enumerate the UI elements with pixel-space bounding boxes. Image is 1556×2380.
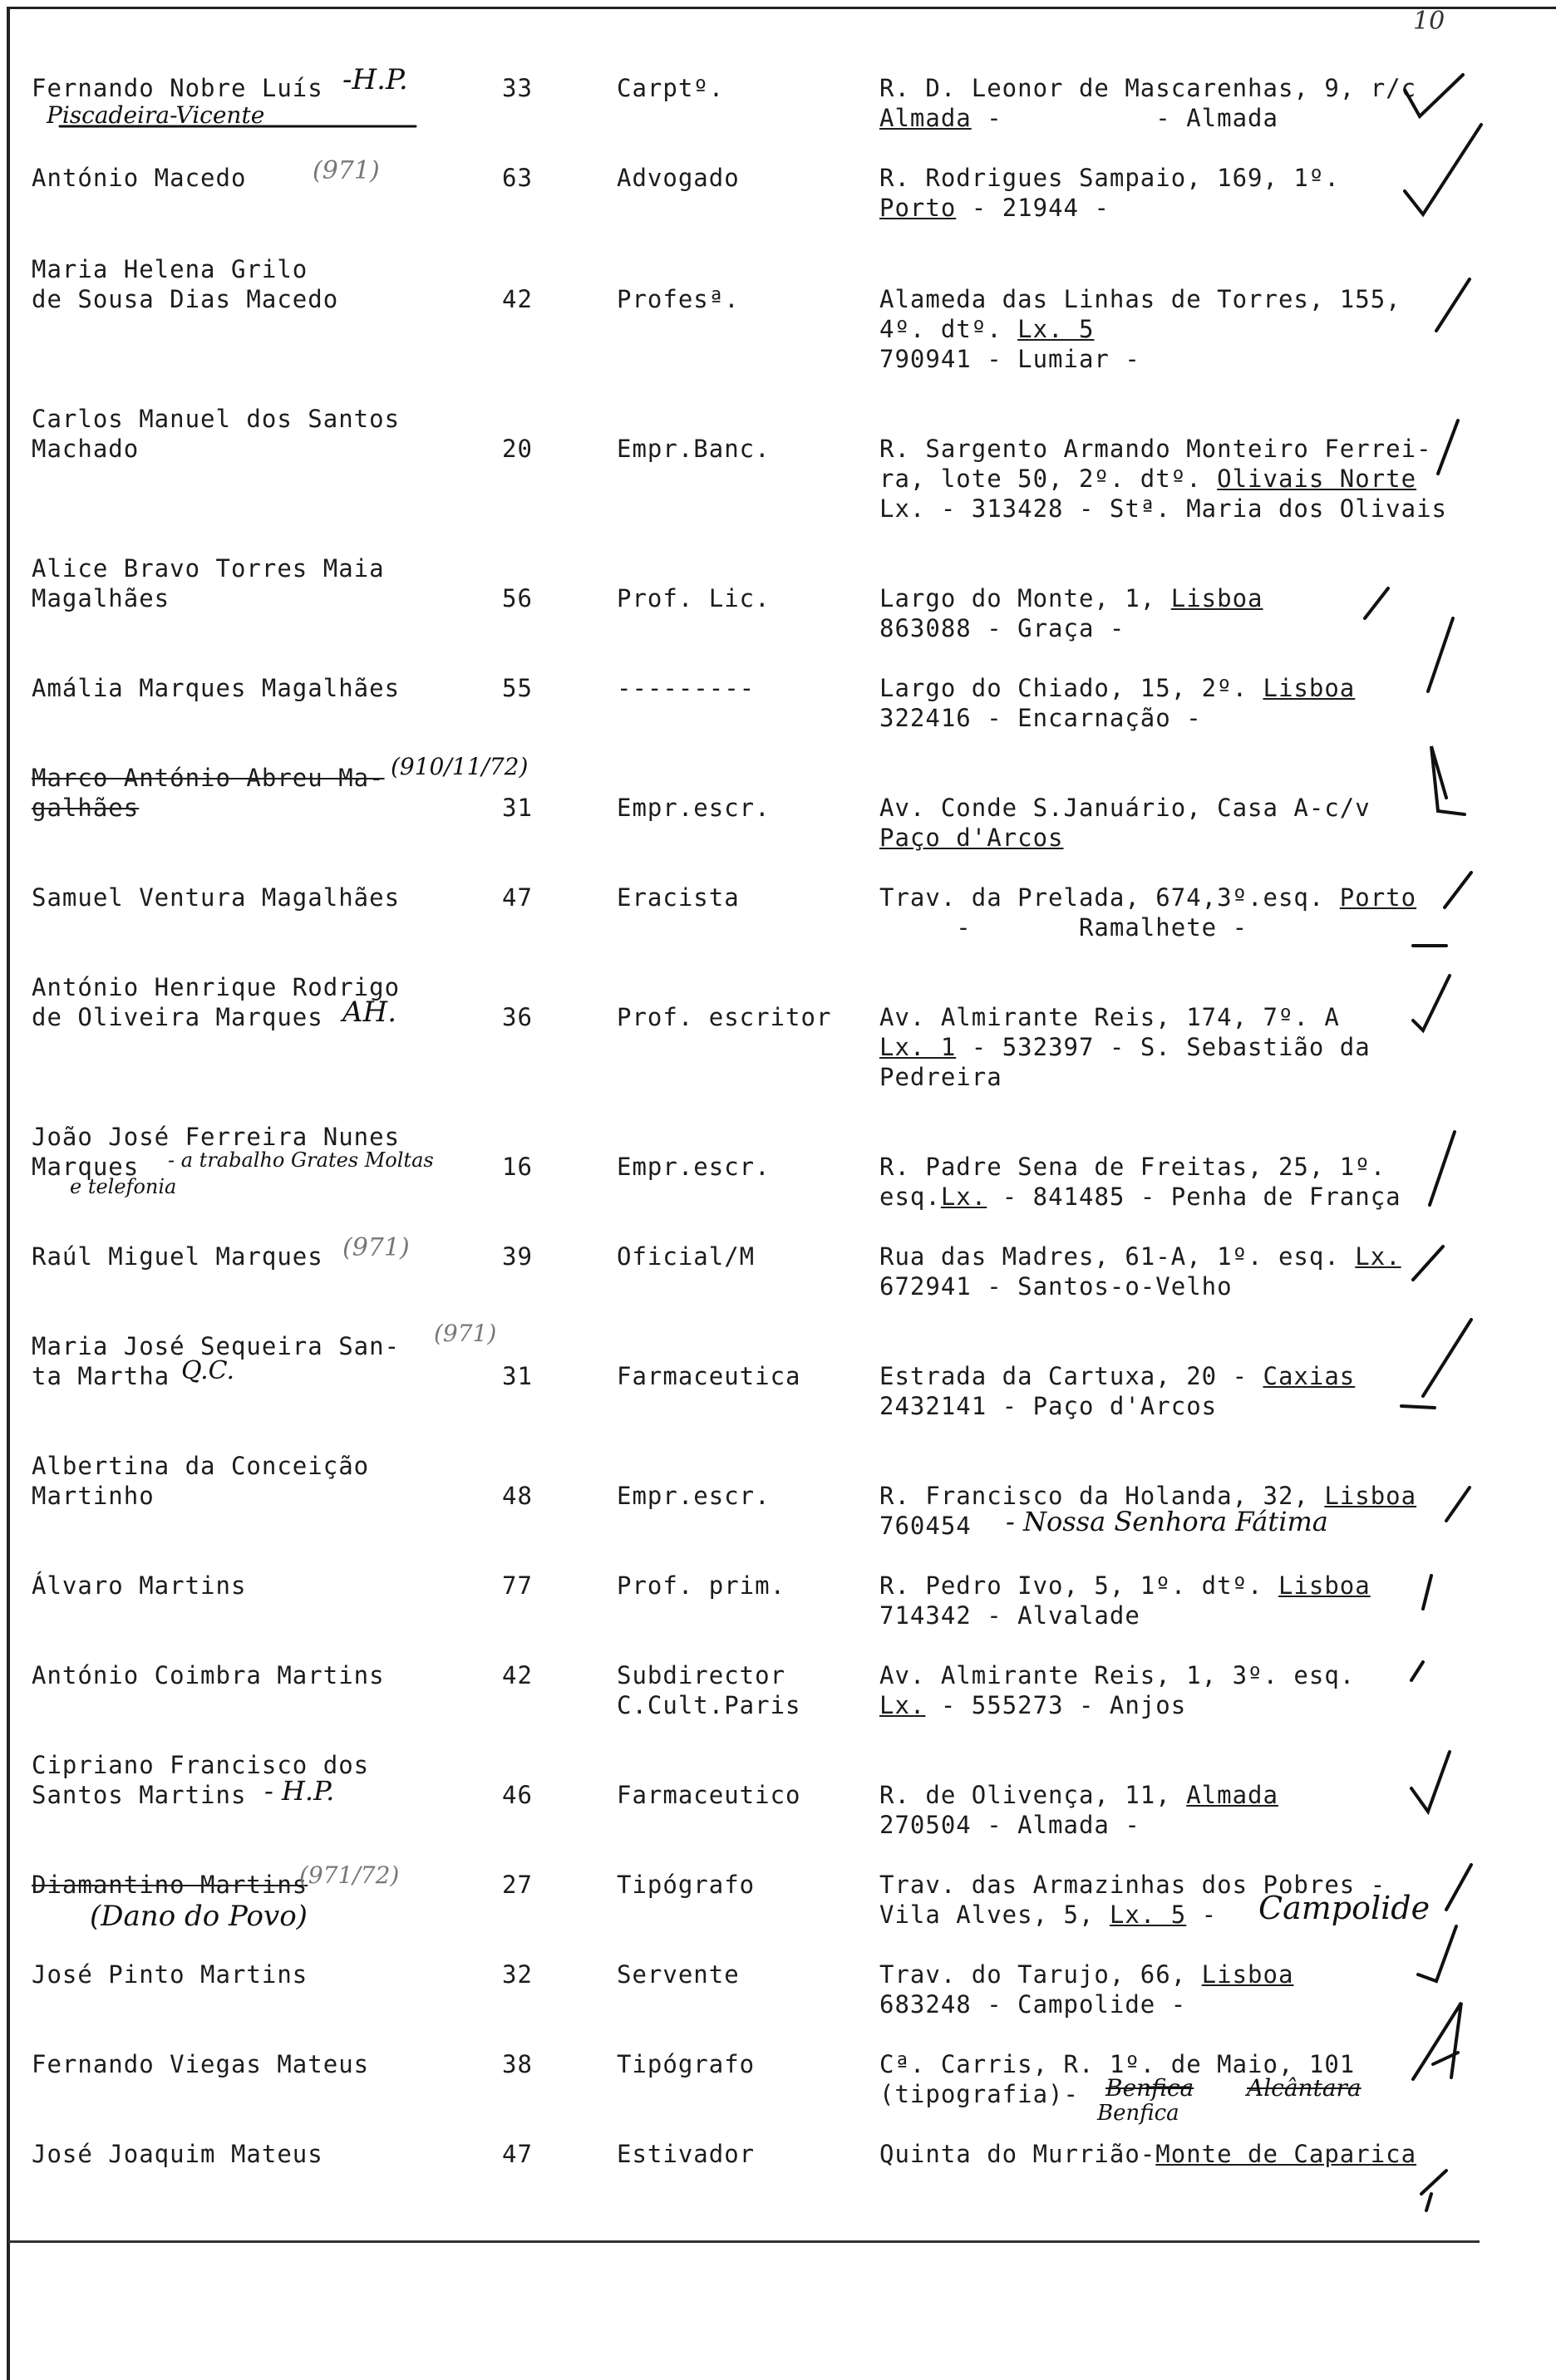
person-profession: Eracista: [617, 883, 740, 912]
handwritten-note: - a trabalho Grates Moltas: [168, 1148, 434, 1172]
page-border-top: [7, 7, 1556, 9]
person-name: Álvaro Martins: [32, 1571, 247, 1600]
person-age: 63: [502, 164, 533, 192]
person-age: 56: [502, 584, 533, 612]
person-profession: Prof. Lic.: [617, 584, 771, 612]
person-address: R. D. Leonor de Mascarenhas, 9, r/c Almada - - Almada: [879, 74, 1417, 132]
handwritten-note: AH.: [342, 996, 397, 1029]
handwritten-note: Q.C.: [181, 1356, 235, 1385]
person-address: Av. Almirante Reis, 174, 7º. A Lx. 1 - 532397 - S. Sebastião da Pedreira: [879, 1003, 1371, 1091]
person-profession: Subdirector C.Cult.Paris: [617, 1661, 801, 1719]
person-age: 47: [502, 883, 533, 912]
person-address: Alameda das Linhas de Torres, 155, 4º. dtº. Lx. 5 790941 - Lumiar -: [879, 285, 1401, 373]
person-age: 42: [502, 285, 533, 313]
handwritten-note: (Dano do Povo): [90, 1900, 308, 1933]
person-profession: Carptº.: [617, 74, 725, 102]
person-address: Cª. Carris, R. 1º. de Maio, 101 (tipografia)-: [879, 2050, 1356, 2108]
person-age: 16: [502, 1153, 533, 1181]
person-address: Trav. da Prelada, 674,3º.esq. Porto - Ramalhete -: [879, 883, 1417, 942]
person-profession: Empr.escr.: [617, 1482, 771, 1510]
person-name: Alice Bravo Torres Maia Magalhães: [32, 554, 385, 612]
person-name: Albertina da Conceição Martinho: [32, 1452, 370, 1510]
person-age: 48: [502, 1482, 533, 1510]
person-age: 55: [502, 674, 533, 702]
person-name: António Macedo: [32, 164, 247, 192]
handwritten-note: Campolide: [1258, 1890, 1430, 1926]
person-address: Quinta do Murrião-Monte de Caparica: [879, 2140, 1417, 2168]
person-age: 27: [502, 1871, 533, 1899]
person-address: R. Padre Sena de Freitas, 25, 1º. esq.Lx. - 841485 - Penha de França: [879, 1153, 1401, 1211]
person-profession: Advogado: [617, 164, 740, 192]
handwritten-note: (971): [434, 1320, 497, 1347]
person-name: António Henrique Rodrigo de Oliveira Marques: [32, 973, 401, 1031]
handwritten-note: - Nossa Senhora Fátima: [1006, 1506, 1328, 1537]
person-profession: Tipógrafo: [617, 1871, 756, 1899]
person-address: R. Francisco da Holanda, 32, Lisboa 760454: [879, 1482, 1417, 1540]
person-profession: Farmaceutica: [617, 1362, 801, 1390]
person-name: José Joaquim Mateus: [32, 2140, 323, 2168]
handwritten-note: (971/72): [299, 1861, 400, 1889]
person-age: 32: [502, 1960, 533, 1989]
person-address: R. Sargento Armando Monteiro Ferrei- ra, lote 50, 2º. dtº. Olivais Norte Lx. - 313428 - Stª. Maria dos Olivais: [879, 435, 1448, 523]
person-name: Raúl Miguel Marques: [32, 1242, 323, 1271]
page-border-left: [7, 7, 10, 2380]
person-age: 47: [502, 2140, 533, 2168]
person-address: R. de Olivença, 11, Almada 270504 - Almada -: [879, 1781, 1278, 1839]
person-age: 31: [502, 794, 533, 822]
handwritten-note: Benfica: [1097, 2101, 1179, 2126]
person-address: Trav. das Armazinhas dos Pobres - Vila Alves, 5, Lx. 5 -: [879, 1871, 1386, 1929]
person-address: Av. Almirante Reis, 1, 3º. esq. Lx. - 555273 - Anjos: [879, 1661, 1356, 1719]
person-profession: ---------: [617, 674, 756, 702]
person-name: António Coimbra Martins: [32, 1661, 385, 1689]
person-name: José Pinto Martins: [32, 1960, 308, 1989]
person-name: Diamantino Martins: [32, 1871, 308, 1899]
person-address: Largo do Chiado, 15, 2º. Lisboa 322416 - Encarnação -: [879, 674, 1356, 732]
person-age: 46: [502, 1781, 533, 1809]
person-profession: Prof. prim.: [617, 1571, 786, 1600]
handwritten-note: - H.P.: [264, 1775, 335, 1807]
person-age: 31: [502, 1362, 533, 1390]
person-address: Estrada da Cartuxa, 20 - Caxias 2432141 - Paço d'Arcos: [879, 1362, 1356, 1420]
person-name: Amália Marques Magalhães: [32, 674, 401, 702]
person-name: Samuel Ventura Magalhães: [32, 883, 401, 912]
person-name: Cipriano Francisco dos Santos Martins: [32, 1751, 370, 1809]
person-name: Fernando Nobre Luís: [32, 74, 323, 102]
person-address: Rua das Madres, 61-A, 1º. esq. Lx. 672941 - Santos-o-Velho: [879, 1242, 1401, 1301]
handwritten-note: (971): [313, 156, 380, 185]
person-name: Fernando Viegas Mateus: [32, 2050, 370, 2078]
person-name: Marco António Abreu Ma- galhães: [32, 764, 385, 822]
person-profession: Tipógrafo: [617, 2050, 756, 2078]
page-border-bottom: [8, 2240, 1480, 2243]
person-age: 36: [502, 1003, 533, 1031]
person-age: 33: [502, 74, 533, 102]
handwritten-note: (910/11/72): [391, 753, 529, 780]
check-icon: [1421, 2171, 1446, 2210]
person-age: 39: [502, 1242, 533, 1271]
person-age: 42: [502, 1661, 533, 1689]
handwritten-note: Piscadeira-Vicente: [47, 101, 265, 129]
person-age: 20: [502, 435, 533, 463]
person-age: 38: [502, 2050, 533, 2078]
person-profession: Profesª.: [617, 285, 740, 313]
person-profession: Prof. escritor: [617, 1003, 832, 1031]
handwritten-note: Benfica: [1105, 2074, 1194, 2102]
person-profession: Empr.escr.: [617, 794, 771, 822]
page-number: 10: [1413, 7, 1445, 36]
handwritten-note: (971): [342, 1233, 410, 1262]
person-address: Av. Conde S.Januário, Casa A-c/v Paço d'Arcos: [879, 794, 1371, 852]
person-profession: Estivador: [617, 2140, 756, 2168]
person-name: Maria Helena Grilo de Sousa Dias Macedo: [32, 255, 339, 313]
person-address: Largo do Monte, 1, Lisboa 863088 - Graça -: [879, 584, 1263, 642]
person-name: Maria José Sequeira San- ta Martha: [32, 1332, 401, 1390]
person-profession: Farmaceutico: [617, 1781, 801, 1809]
person-profession: Empr.Banc.: [617, 435, 771, 463]
person-age: 77: [502, 1571, 533, 1600]
person-address: R. Rodrigues Sampaio, 169, 1º. Porto - 21944 -: [879, 164, 1340, 222]
handwritten-note: Alcântara: [1247, 2074, 1362, 2102]
person-profession: Oficial/M: [617, 1242, 756, 1271]
handwritten-note: e telefonia: [70, 1175, 177, 1198]
person-profession: Empr.escr.: [617, 1153, 771, 1181]
person-address: Trav. do Tarujo, 66, Lisboa 683248 - Campolide -: [879, 1960, 1294, 2019]
handwritten-note: -H.P.: [342, 63, 408, 96]
person-profession: Servente: [617, 1960, 740, 1989]
person-name: Carlos Manuel dos Santos Machado: [32, 405, 401, 463]
person-name: João José Ferreira Nunes Marques: [32, 1123, 401, 1181]
person-address: R. Pedro Ivo, 5, 1º. dtº. Lisboa 714342 - Alvalade: [879, 1571, 1371, 1630]
